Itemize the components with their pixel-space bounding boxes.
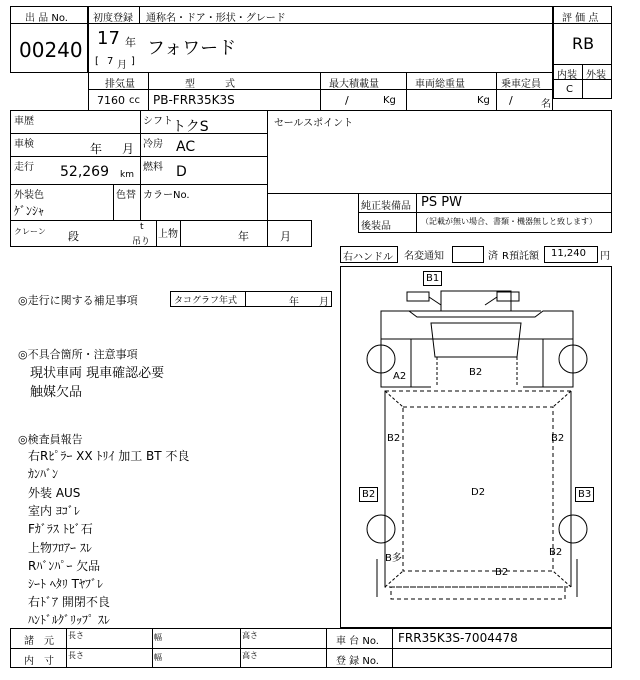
lot-label-cell: [10, 6, 88, 24]
mileage-unit: km: [120, 170, 134, 180]
truck-outline: [341, 267, 611, 627]
color-no-label: カラーNo.: [143, 190, 190, 201]
shift-value: トクS: [172, 119, 209, 135]
exterior-score-label: 外装: [586, 70, 606, 81]
driving-notes-title: ◎走行に関する補足事項: [18, 294, 138, 307]
ac-label: 冷房: [143, 139, 163, 150]
genuine-label: 純正装備品: [361, 201, 411, 212]
score-cell: [553, 23, 612, 65]
interior-dims-label: 内 寸: [24, 656, 54, 667]
lot-label: 出 品 No.: [25, 13, 68, 24]
history-label: 車歴: [14, 116, 34, 127]
inspector-title: ◎検査員報告: [18, 433, 83, 446]
length-label: 長さ: [68, 631, 84, 640]
ext-color-label: 外装色: [14, 190, 44, 201]
registration-label: 登 録 No.: [336, 656, 379, 667]
aftermarket-label: 後装品: [361, 221, 391, 232]
chassis-label: 車 台 No.: [336, 636, 379, 647]
aftermarket-note: （記載が無い場合、書類・機器無しと致します）: [421, 217, 597, 226]
genuine-items-value: PS PW: [421, 195, 462, 210]
damage-mark-b1: B1: [423, 271, 442, 286]
interior-score-cell: [553, 79, 583, 99]
first-reg-label-cell: [88, 6, 140, 24]
loading-month-unit: 月: [280, 230, 291, 243]
drive-side: 右ハンドル: [343, 252, 393, 263]
model-label: 型 式: [185, 79, 235, 90]
exterior-score-value: C: [566, 84, 573, 95]
sales-point-label: セールスポイント: [274, 118, 354, 129]
height-label-2: 高さ: [242, 651, 258, 660]
name-change-box: [452, 246, 484, 263]
reg-month-bracket: [: [95, 56, 99, 67]
load-slash: /: [345, 94, 349, 107]
width-label-2: 幅: [154, 653, 162, 662]
inspector-line: 上物ﾌﾛｱｰ ｽﾚ: [28, 541, 92, 555]
damage-diagram: [340, 266, 612, 628]
aftermarket-row: [358, 212, 612, 233]
ac-value: AC: [176, 139, 196, 155]
inspector-line: 右ﾄﾞｱ 開閉不良: [28, 595, 110, 609]
tachograph-month-unit: 月: [319, 297, 329, 308]
first-reg-label: 初度登録: [93, 13, 133, 24]
deposit-amount-cell: [544, 246, 598, 263]
damage-mark-d2: D2: [471, 487, 486, 498]
fuel-value: D: [176, 164, 187, 180]
tachograph-year-unit: 年: [289, 297, 299, 308]
tachograph-label: タコグラフ年式: [174, 296, 238, 306]
name-change-label: 名変通知: [404, 251, 444, 262]
damage-mark-b2-box-left: B2: [359, 487, 378, 502]
crane-label: クレーン: [14, 227, 46, 236]
yen-unit: 円: [600, 251, 610, 262]
reg-year-unit: 年: [125, 36, 136, 49]
exterior-label-cell: [582, 64, 612, 80]
inspector-line: ｶﾝﾊﾞﾝ: [28, 467, 59, 481]
defects-title: ◎不具合箇所・注意事項: [18, 348, 138, 361]
reg-month-bracket-close: ]: [131, 56, 135, 67]
interior-score-label: 内装: [557, 70, 577, 81]
reg-month: 7: [107, 56, 114, 67]
width-label: 幅: [154, 633, 162, 642]
lot-number: 00240: [19, 38, 83, 62]
damage-mark-b2-bottom: B2: [495, 567, 509, 578]
weight-unit: Kg: [477, 95, 490, 106]
crane-hoist: 吊り: [132, 237, 151, 247]
dims-label: 諸 元: [24, 636, 54, 647]
capacity-slash: /: [509, 94, 513, 107]
inspection-year-unit: 年: [90, 142, 103, 156]
vehicle-name-label-cell: [139, 6, 553, 24]
defect-line-1: 現状車両 現車確認必要: [30, 366, 165, 381]
inspector-line: 右Rﾋﾟﾗｰ XX ﾄﾘｲ 加工 BT 不良: [28, 449, 190, 463]
interior-label-cell: [553, 64, 583, 80]
load-unit: Kg: [383, 95, 396, 106]
deposit-prefix: 済: [488, 251, 498, 262]
mileage-label: 走行: [14, 162, 34, 173]
shift-label: シフト: [143, 116, 173, 127]
damage-mark-b3-box-right: B3: [575, 487, 594, 502]
gross-weight-label: 車両総重量: [415, 79, 465, 90]
inspector-line: Rﾊﾞﾝﾊﾟｰ 欠品: [28, 559, 101, 573]
ext-color-value: ｹﾞﾝｼｬ: [14, 204, 45, 218]
color-swap-label: 色替: [116, 190, 136, 201]
reg-month-unit: 月: [117, 60, 127, 71]
tachograph-row: [170, 291, 332, 307]
defect-line-2: 触媒欠品: [30, 385, 83, 400]
inspection-label: 車検: [14, 139, 34, 150]
loading-year-unit: 年: [238, 230, 249, 243]
fuel-label: 燃料: [143, 162, 163, 173]
inspector-line: ｼｰﾄ ﾍﾀﾘ Tﾔﾌﾞﾚ: [28, 577, 103, 591]
loading-label: 上物: [158, 229, 178, 240]
height-label: 高さ: [242, 631, 258, 640]
score-value: RB: [572, 34, 595, 53]
inspector-line: 外装 AUS: [28, 486, 81, 500]
damage-mark-b2-cab: B2: [469, 367, 483, 378]
inspector-line: 室内 ﾖｺﾞﾚ: [28, 504, 80, 518]
lot-number-cell: [10, 23, 88, 73]
inspection-month-unit: 月: [122, 142, 135, 156]
vehicle-name-cell: [88, 23, 553, 73]
mileage-value: 52,269: [60, 164, 109, 180]
score-label-cell: [553, 6, 612, 24]
vehicle-name-label: 通称名・ドア・形状・グレード: [146, 13, 286, 24]
max-load-label: 最大積載量: [329, 79, 379, 90]
loading-month-cell: [267, 220, 312, 247]
damage-mark-b2-right-low: B2: [549, 547, 563, 558]
inspector-line: Fｶﾞﾗｽ ﾄﾋﾞ石: [28, 522, 93, 536]
chassis-number: FRR35K3S-7004478: [398, 631, 518, 645]
inspector-line: ﾊﾝﾄﾞﾙｸﾞﾘｯﾌﾟ ｽﾚ: [28, 613, 110, 627]
deposit-amount: 11,240: [551, 248, 586, 259]
reg-year: 17: [97, 28, 120, 49]
damage-mark-b2-left: B2: [387, 433, 401, 444]
info-block: [10, 110, 268, 247]
deposit-label: R預託額: [502, 251, 539, 262]
vehicle-name: フォワード: [147, 38, 237, 59]
damage-mark-a2: A2: [393, 371, 407, 382]
displacement-label: 排気量: [105, 79, 135, 90]
crane-tonnage: t: [140, 222, 144, 232]
score-label: 評 価 点: [562, 13, 599, 24]
crane-stage: 段: [68, 230, 79, 243]
drive-side-cell: [340, 246, 398, 263]
capacity-label: 乗車定員: [501, 79, 541, 90]
genuine-items-row: [358, 193, 612, 213]
displacement-value: 7160: [97, 94, 125, 107]
capacity-unit: 名: [541, 99, 551, 110]
length-label-2: 長さ: [68, 651, 84, 660]
sales-point-box: [267, 110, 612, 194]
damage-mark-b2-right: B2: [551, 433, 565, 444]
exterior-score-cell: [582, 79, 612, 99]
model-value: PB-FRR35K3S: [153, 93, 235, 107]
displacement-unit: cc: [129, 95, 140, 106]
damage-mark-b-many: B多: [385, 553, 402, 564]
